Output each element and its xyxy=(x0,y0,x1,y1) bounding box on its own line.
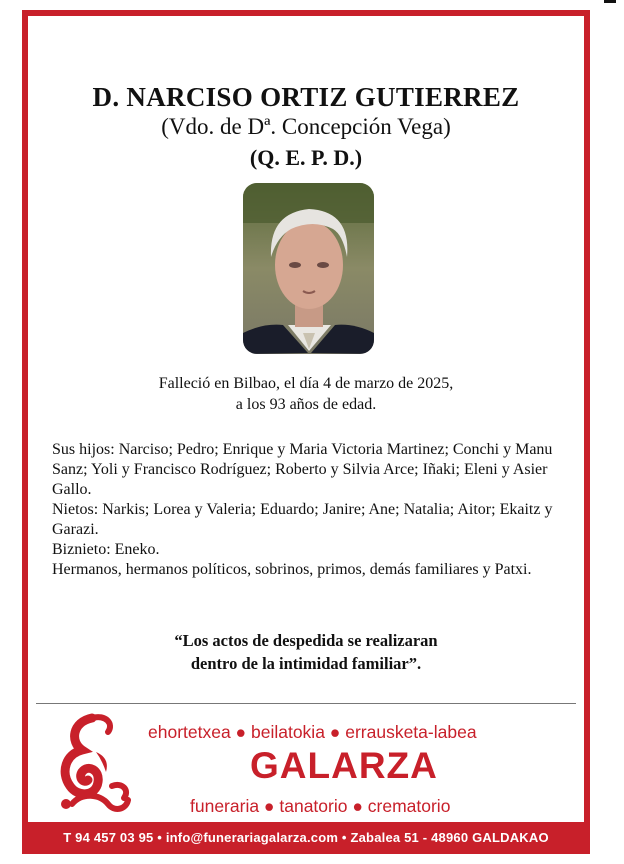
quote-line-1: “Los actos de despedida se realizaran xyxy=(174,631,438,650)
tagline-basque: ehortetxea ● beilatokia ● errausketa-labea xyxy=(148,722,477,742)
great-grandchild-text: Biznieto: Eneko. xyxy=(52,541,160,558)
brand-name: GALARZA xyxy=(250,745,438,786)
qepd-line: (Q. E. P. D.) xyxy=(249,145,363,170)
children-text: Sus hijos: Narciso; Pedro; Enrique y Maria Victoria Martinez; Conchi y Manu Sanz; Yoli y Francisco Rodríguez; Roberto y Silvia Arce; Iñaki; Eleni y Asier Gallo. xyxy=(52,441,553,498)
death-line-1: Falleció en Bilbao, el día 4 de marzo de 2025, xyxy=(158,375,454,392)
death-notice xyxy=(22,373,590,415)
galarza-logo-icon xyxy=(52,712,136,816)
tagline-spanish: funeraria ● tanatorio ● crematorio xyxy=(190,796,451,816)
corner-mark xyxy=(604,0,616,3)
deceased-name: D. NARCISO ORTIZ GUTIERREZ xyxy=(92,82,520,112)
family-list xyxy=(52,440,572,580)
other-relatives-text: Hermanos, hermanos políticos, sobrinos, primos, demás familiares y Patxi. xyxy=(52,561,532,578)
portrait-photo xyxy=(243,183,374,354)
divider xyxy=(36,703,576,704)
quote-line-2: dentro de la intimidad familiar”. xyxy=(190,654,422,673)
death-line-2: a los 93 años de edad. xyxy=(235,396,377,413)
widow-of-line: (Vdo. de Dª. Concepción Vega) xyxy=(161,114,451,139)
farewell-quote xyxy=(22,629,590,675)
contact-footer: T 94 457 03 95 • info@funerariagalarza.com • Zabalea 51 - 48960 GALDAKAO xyxy=(22,822,590,854)
grandchildren-text: Nietos: Narkis; Lorea y Valeria; Eduardo; Janire; Ane; Natalia; Aitor; Ekaitz y Garazi. xyxy=(52,501,553,538)
